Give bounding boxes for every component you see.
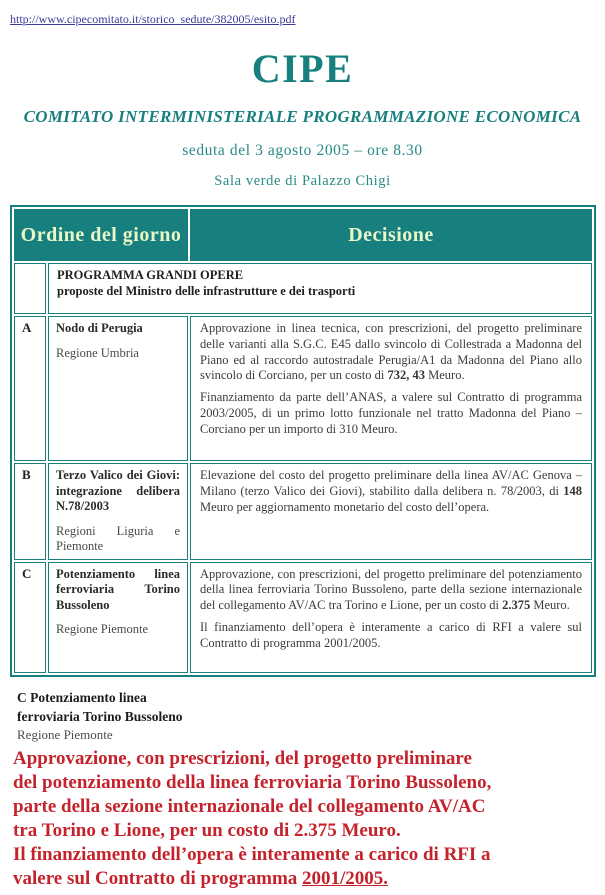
footnote-region: Regione Piemonte [17,726,113,742]
program-subtitle: proposte del Ministro delle infrastrutture e dei trasporti [57,284,356,298]
footnote-item-line-2: ferroviaria Torino Bussoleno [17,708,183,724]
red-text-line: del potenziamento della linea ferroviaria Torino Bussoleno, [13,771,492,793]
column-header-agenda: Ordine del giorno [14,209,188,261]
row-b-decision-p1: Elevazione del costo del progetto preliminare della linea AV/AC Genova – Milano (terzo Valico dei Giovi), stabilito dalla delibera n. 78/2003, di 148 Meuro per aggiornamento monetario del costo dell’opera. [200,468,582,514]
footnote-item-line-1: C Potenziamento linea [17,689,147,705]
row-a-item [48,316,188,461]
red-text-line: parte della sezione internazionale del collegamento AV/AC [13,795,486,817]
red-text-line: Approvazione, con prescrizioni, del progetto preliminare [13,747,472,769]
program-title: PROGRAMMA GRANDI OPERE [57,268,244,282]
row-b-region: Regioni Liguria e Piemonte [56,523,181,553]
session-date: seduta del 3 agosto 2005 – ore 8.30 [182,142,423,159]
row-a-decision-p2: Finanziamento da parte dell’ANAS, a valere sul Contratto di programma 2003/2005, di un primo lotto funzionale nel tratto Madonna del Piano – Corciano per un importo di 310 Meuro. [200,390,582,436]
footnote-block [0,688,605,891]
table-row-c [14,562,592,673]
row-a-region: Regione Umbria [56,345,139,360]
row-c-letter: C [14,562,46,673]
table-row-a [14,316,592,461]
red-text-line: Il finanziamento dell’opera è interamente a carico di RFI a [13,843,491,865]
committee-name: COMITATO INTERMINISTERIALE PROGRAMMAZIONE ECONOMICA [23,107,582,126]
session-location: Sala verde di Palazzo Chigi [214,173,391,189]
row-c-title: Potenziamento linea ferroviaria Torino Bussoleno [56,566,181,612]
row-c-decision [190,562,592,673]
program-letter-cell [14,263,46,314]
page-title: CIPE [251,46,354,91]
column-header-decision: Decisione [190,209,592,261]
agenda-table [10,205,596,677]
pdf-link[interactable]: http://www.cipecomitato.it/storico_sedute/382005/esito.pdf [10,12,296,26]
table-row-program [14,263,592,314]
row-b-letter: B [14,463,46,560]
row-a-letter: A [14,316,46,461]
row-c-item [48,562,188,673]
program-cell [48,263,592,314]
row-b-item [48,463,188,560]
table-header-row [14,209,592,261]
underlined-programme-years: 2001/2005. [302,867,389,889]
row-b-decision [190,463,592,560]
table-row-b [14,463,592,560]
row-b-title: Terzo Valico dei Giovi: integrazione delibera N.78/2003 [56,468,181,513]
row-c-region: Regione Piemonte [56,622,148,636]
red-text-last-line: valere sul Contratto di programma 2001/2005. [13,867,389,889]
red-text-line: tra Torino e Lione, per un costo di 2.375 Meuro. [13,819,401,841]
row-a-decision [190,316,592,461]
highlighted-decision-text [13,747,605,891]
row-c-decision-p2: Il finanziamento dell’opera è interamente a carico di RFI a valere sul Contratto di programma 2001/2005. [200,619,582,650]
row-c-decision-p1: Approvazione, con prescrizioni, del progetto preliminare del potenziamento della linea ferroviaria Torino Bussoleno, parte della sezione internazionale del collegamento AV/AC tra Torino e Lione, per un costo di 2.375 Meuro. [200,566,582,613]
row-a-title: Nodo di Perugia [56,321,143,335]
source-url-line [0,0,605,28]
row-a-decision-p1: Approvazione in linea tecnica, con prescrizioni, del progetto preliminare delle varianti alla S.G.C. E45 dallo svincolo di Collestrada a Madonna del Piano ed al raccordo autostradale Perugia/A1 da Madonna del Piano allo svincolo di Corciano, per un costo di 732, 43 Meuro. [200,321,582,383]
